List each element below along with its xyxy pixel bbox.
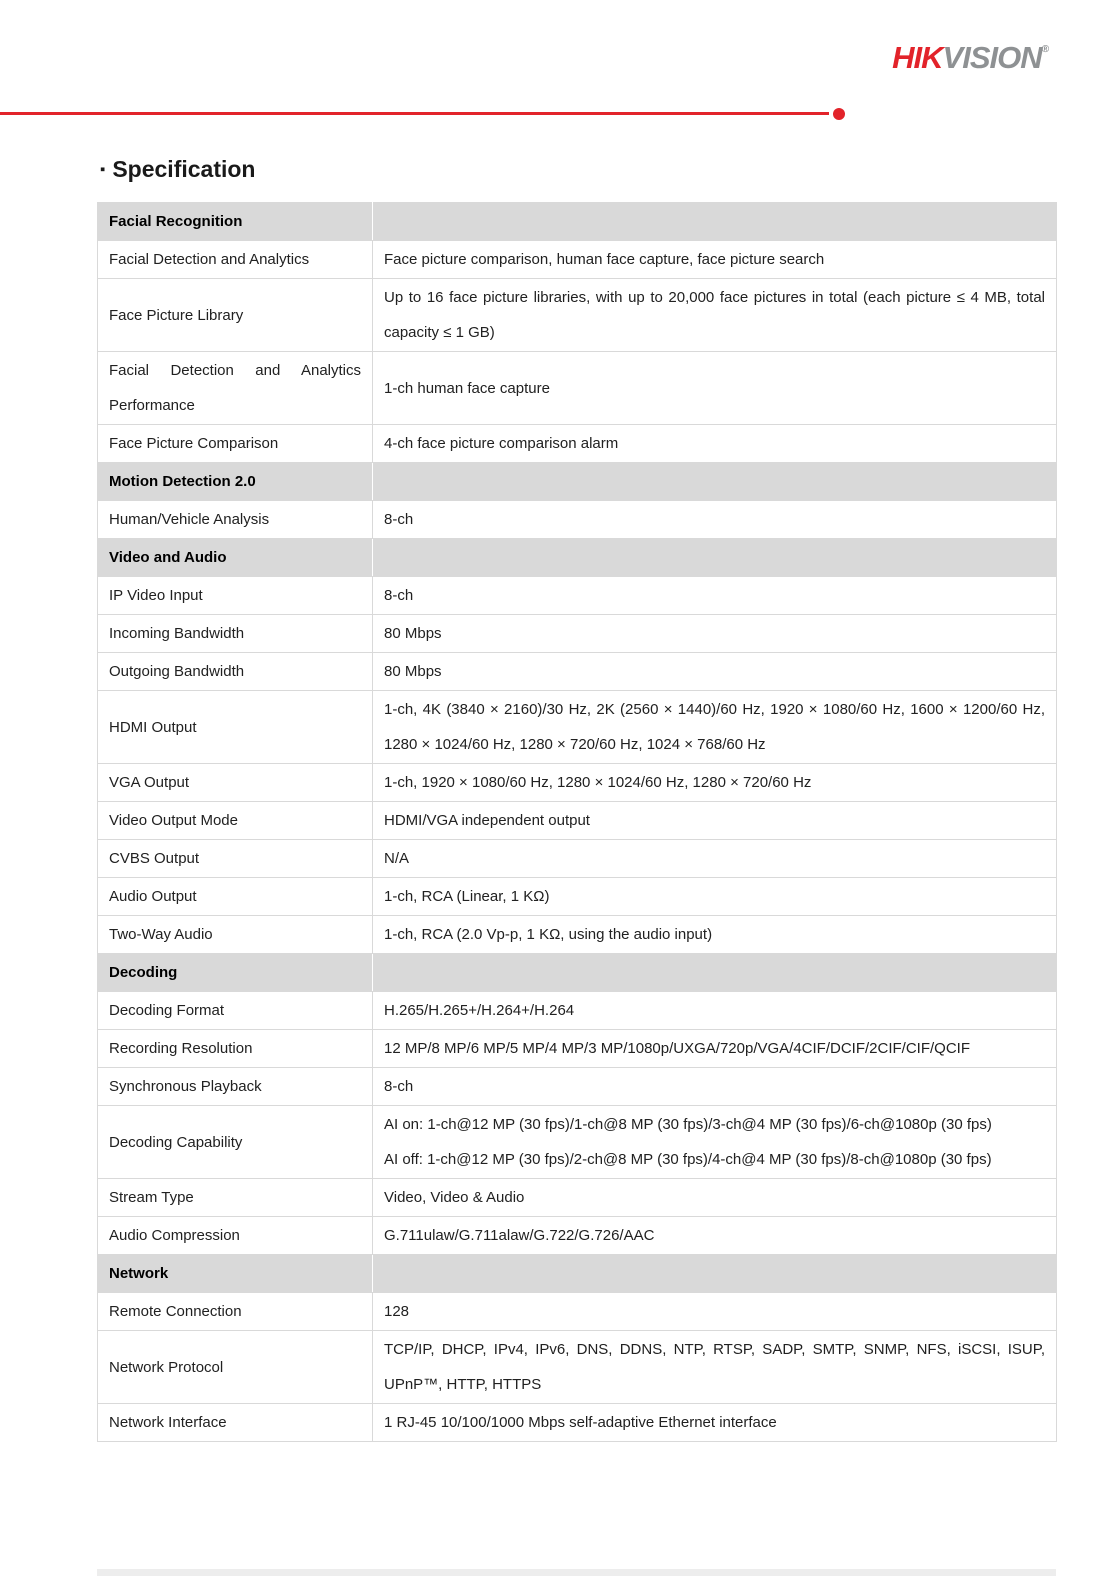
section-spacer xyxy=(373,203,1057,241)
spec-label: IP Video Input xyxy=(98,577,373,615)
spec-label: Face Picture Comparison xyxy=(98,425,373,463)
spec-value xyxy=(373,916,1057,954)
spec-value xyxy=(373,764,1057,802)
section-header-row xyxy=(98,1255,1057,1293)
table-row xyxy=(98,691,1057,764)
table-row xyxy=(98,577,1057,615)
table-row xyxy=(98,1068,1057,1106)
spec-value xyxy=(373,802,1057,840)
section-title: Decoding xyxy=(98,954,373,992)
table-row xyxy=(98,802,1057,840)
spec-value xyxy=(373,1293,1057,1331)
spec-label: Network Interface xyxy=(98,1404,373,1442)
spec-value-line: Up to 16 face picture libraries, with up to 20,000 face pictures in total (each picture ≤ 4 MB, total capacity ≤ 1 GB) xyxy=(384,289,1045,341)
table-row xyxy=(98,279,1057,352)
table-row xyxy=(98,840,1057,878)
spec-value xyxy=(373,1217,1057,1255)
table-row xyxy=(98,501,1057,539)
spec-label: Face Picture Library xyxy=(98,279,373,352)
spec-label: Outgoing Bandwidth xyxy=(98,653,373,691)
section-title: Network xyxy=(98,1255,373,1293)
spec-label: Recording Resolution xyxy=(98,1030,373,1068)
spec-value xyxy=(373,615,1057,653)
table-row xyxy=(98,992,1057,1030)
spec-table xyxy=(97,202,1057,1442)
table-row xyxy=(98,1030,1057,1068)
table-row xyxy=(98,1179,1057,1217)
table-row xyxy=(98,1217,1057,1255)
table-row xyxy=(98,916,1057,954)
spec-label: HDMI Output xyxy=(98,691,373,764)
spec-label: Synchronous Playback xyxy=(98,1068,373,1106)
page-title xyxy=(100,156,255,183)
spec-value xyxy=(373,241,1057,279)
spec-value-line: AI off: 1-ch@12 MP (30 fps)/2-ch@8 MP (30 fps)/4-ch@4 MP (30 fps)/8-ch@1080p (30 fps) xyxy=(384,1151,992,1168)
spec-value xyxy=(373,992,1057,1030)
section-title: Facial Recognition xyxy=(98,203,373,241)
spec-value-line: N/A xyxy=(384,850,410,867)
square-bullet-icon: ▪ xyxy=(100,161,106,178)
spec-label: Decoding Format xyxy=(98,992,373,1030)
spec-label: CVBS Output xyxy=(98,840,373,878)
spec-label: Human/Vehicle Analysis xyxy=(98,501,373,539)
spec-value-line: 80 Mbps xyxy=(384,663,442,680)
section-header-row xyxy=(98,203,1057,241)
table-row xyxy=(98,764,1057,802)
table-row xyxy=(98,241,1057,279)
spec-value-line: HDMI/VGA independent output xyxy=(384,812,590,829)
spec-value xyxy=(373,577,1057,615)
spec-value-line: 12 MP/8 MP/6 MP/5 MP/4 MP/3 MP/1080p/UXGA/720p/VGA/4CIF/DCIF/2CIF/CIF/QCIF xyxy=(384,1040,971,1057)
section-spacer xyxy=(373,954,1057,992)
table-row xyxy=(98,878,1057,916)
page-title-text: Specification xyxy=(112,156,256,182)
spec-label: Remote Connection xyxy=(98,1293,373,1331)
hikvision-logo xyxy=(892,40,1049,76)
spec-value-line: 1-ch, 4K (3840 × 2160)/30 Hz, 2K (2560 × 1440)/60 Hz, 1920 × 1080/60 Hz, 1600 × 1200/60 Hz, 1280 × 1024/60 Hz, 1280 × 720/60 Hz, 1024 × 768/60 Hz xyxy=(384,701,1045,753)
spec-value-line: Face picture comparison, human face capture, face picture search xyxy=(384,251,825,268)
spec-value-line: 8-ch xyxy=(384,1078,414,1095)
section-spacer xyxy=(373,539,1057,577)
table-row xyxy=(98,1106,1057,1179)
section-header-row xyxy=(98,539,1057,577)
registered-trademark-icon: ® xyxy=(1041,44,1049,55)
next-section-edge xyxy=(97,1569,1056,1576)
spec-value-line: 1-ch, RCA (Linear, 1 KΩ) xyxy=(384,888,550,905)
section-title: Video and Audio xyxy=(98,539,373,577)
spec-value xyxy=(373,425,1057,463)
spec-value xyxy=(373,1068,1057,1106)
spec-label: Facial Detection and Analytics xyxy=(98,241,373,279)
spec-value-line: 4-ch face picture comparison alarm xyxy=(384,435,619,452)
spec-value xyxy=(373,279,1057,352)
spec-value xyxy=(373,691,1057,764)
spec-label: Two-Way Audio xyxy=(98,916,373,954)
spec-value xyxy=(373,352,1057,425)
logo-vision-text: VISION xyxy=(942,40,1042,75)
spec-value xyxy=(373,1106,1057,1179)
header-divider-line xyxy=(0,112,829,115)
spec-value-line: 8-ch xyxy=(384,587,414,604)
spec-value xyxy=(373,1331,1057,1404)
spec-label: Incoming Bandwidth xyxy=(98,615,373,653)
section-spacer xyxy=(373,463,1057,501)
spec-value-line: 1-ch, 1920 × 1080/60 Hz, 1280 × 1024/60 Hz, 1280 × 720/60 Hz xyxy=(384,774,812,791)
spec-label: VGA Output xyxy=(98,764,373,802)
spec-value xyxy=(373,1030,1057,1068)
spec-label: Facial Detection and Analytics Performance xyxy=(98,352,373,425)
spec-value-line: 128 xyxy=(384,1303,410,1320)
spec-value xyxy=(373,653,1057,691)
spec-label: Network Protocol xyxy=(98,1331,373,1404)
logo-hik-text: HIK xyxy=(892,40,943,75)
section-header-row xyxy=(98,463,1057,501)
spec-table-body xyxy=(98,203,1057,1442)
table-row xyxy=(98,1293,1057,1331)
spec-value-line: G.711ulaw/G.711alaw/G.722/G.726/AAC xyxy=(384,1227,655,1244)
table-row xyxy=(98,1404,1057,1442)
spec-value xyxy=(373,878,1057,916)
spec-value-line: H.265/H.265+/H.264+/H.264 xyxy=(384,1002,575,1019)
table-row xyxy=(98,352,1057,425)
spec-value-line: AI on: 1-ch@12 MP (30 fps)/1-ch@8 MP (30 fps)/3-ch@4 MP (30 fps)/6-ch@1080p (30 fps) xyxy=(384,1116,992,1133)
section-header-row xyxy=(98,954,1057,992)
section-title: Motion Detection 2.0 xyxy=(98,463,373,501)
spec-value-line: 1-ch, RCA (2.0 Vp-p, 1 KΩ, using the audio input) xyxy=(384,926,713,943)
spec-value xyxy=(373,840,1057,878)
section-spacer xyxy=(373,1255,1057,1293)
table-row xyxy=(98,615,1057,653)
spec-label: Decoding Capability xyxy=(98,1106,373,1179)
spec-label: Stream Type xyxy=(98,1179,373,1217)
spec-label: Audio Output xyxy=(98,878,373,916)
spec-value-line: 80 Mbps xyxy=(384,625,442,642)
table-row xyxy=(98,425,1057,463)
spec-value-line: 1-ch human face capture xyxy=(384,379,550,397)
table-row xyxy=(98,1331,1057,1404)
table-row xyxy=(98,653,1057,691)
spec-value-line: 1 RJ-45 10/100/1000 Mbps self-adaptive Ethernet interface xyxy=(384,1414,777,1431)
spec-value-line: Video, Video & Audio xyxy=(384,1189,525,1206)
spec-value xyxy=(373,1179,1057,1217)
spec-value xyxy=(373,501,1057,539)
spec-label: Video Output Mode xyxy=(98,802,373,840)
spec-value-line: TCP/IP, DHCP, IPv4, IPv6, DNS, DDNS, NTP, RTSP, SADP, SMTP, SNMP, NFS, iSCSI, ISUP, UPnP™, HTTP, HTTPS xyxy=(384,1341,1045,1393)
header-divider-dot-icon xyxy=(833,108,845,120)
spec-value-line: 8-ch xyxy=(384,511,414,528)
spec-value xyxy=(373,1404,1057,1442)
spec-label: Audio Compression xyxy=(98,1217,373,1255)
